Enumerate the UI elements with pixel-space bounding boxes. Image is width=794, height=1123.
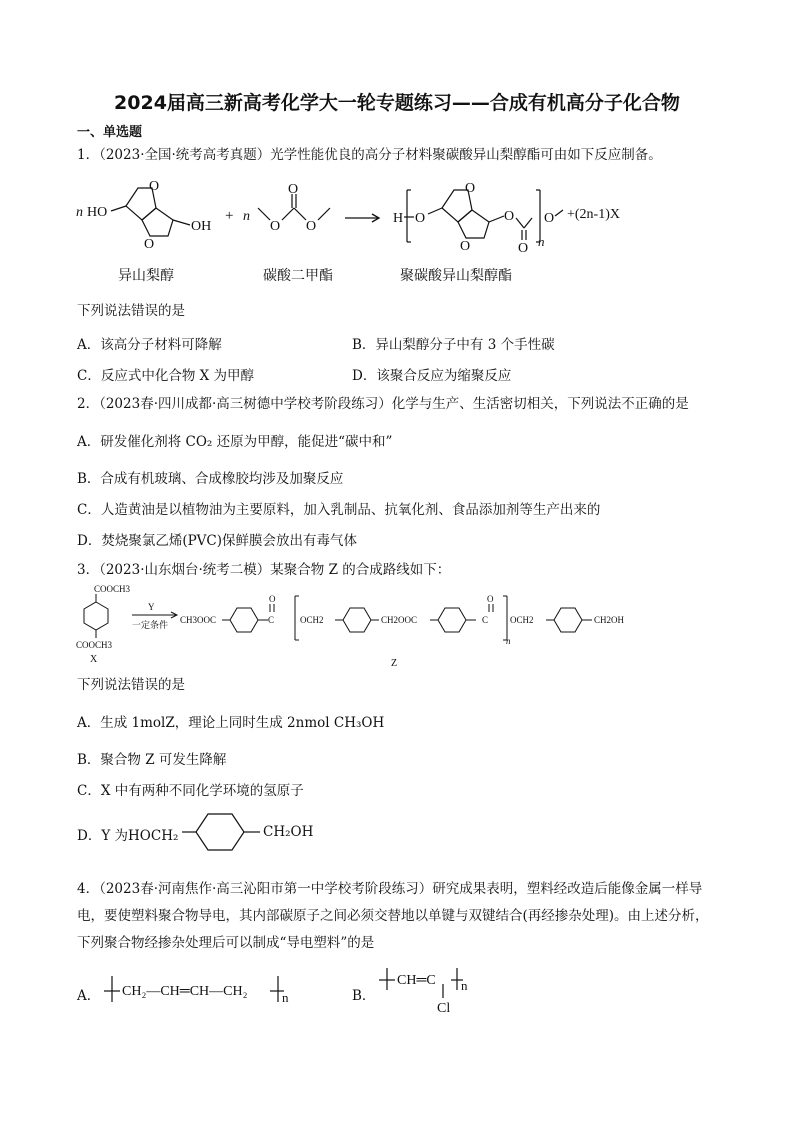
- q4-option-a-formula: [98, 972, 298, 1012]
- q3-option-c: C．X 中有两种不同化学环境的氢原子: [77, 783, 304, 799]
- q4-option-b-formula: [373, 966, 493, 1016]
- q1-stem: 1．（2023·全国·统考高考真题）光学性能优良的高分子材料聚碳酸异山梨醇酯可由如下反应制备。: [77, 147, 662, 163]
- z-och2-2: OCH2: [510, 615, 534, 625]
- q3-option-d: [77, 810, 337, 854]
- x-label: X: [90, 654, 98, 665]
- q2-stem: 2．（2023春·四川成都·高三树德中学校考阶段练习）化学与生产、生活密切相关，下列说法不正确的是: [77, 396, 689, 412]
- q4-option-b-label: B．: [352, 988, 376, 1004]
- svg-text:n: n: [461, 978, 468, 993]
- svg-text:O: O: [288, 182, 299, 197]
- z-end-group: CH2OH: [594, 615, 625, 625]
- svg-text:O: O: [487, 594, 494, 604]
- q4-stem-line2: 电，要使塑料聚合物导电，其内部碳原子之间必须交替地以单键与双键结合(再经掺杂处理)。由上述分析，: [77, 908, 709, 924]
- q1-question: 下列说法错误的是: [77, 303, 185, 319]
- q4-stem-line3: 下列聚合物经掺杂处理后可以制成“导电塑料”的是: [77, 935, 375, 951]
- q1-option-a: A．该高分子材料可降解: [77, 337, 222, 353]
- svg-text:O: O: [465, 181, 476, 196]
- section-heading: 一、单选题: [77, 125, 143, 140]
- q3-question: 下列说法错误的是: [77, 677, 185, 693]
- arrow-condition: 一定条件: [132, 620, 169, 630]
- isosorbide-structure: [111, 188, 190, 236]
- label-isosorbide: 异山梨醇: [118, 269, 174, 284]
- svg-text:O: O: [504, 209, 515, 224]
- reactant1-ho: HO: [87, 205, 108, 220]
- arrow-reagent: Y: [148, 602, 155, 612]
- q3-option-a: A．生成 1molZ，理论上同时生成 2nmol CH₃OH: [77, 715, 385, 731]
- q4-option-a-label: A．: [77, 988, 101, 1004]
- x-benzene: [84, 594, 108, 638]
- svg-text:O: O: [544, 211, 555, 226]
- svg-text:CH═C: CH═C: [397, 973, 436, 988]
- svg-text:C: C: [268, 615, 275, 625]
- reaction-arrow: [345, 214, 379, 222]
- x-bottom-group: COOCH3: [76, 640, 113, 650]
- q2-option-b: B．合成有机玻璃、合成橡胶均涉及加聚反应: [77, 471, 344, 487]
- byproduct-x: +(2n-1)X: [567, 207, 620, 222]
- reactant1-coefficient: n: [76, 205, 83, 220]
- label-polymer: 聚碳酸异山梨醇酯: [400, 269, 512, 284]
- svg-text:O: O: [415, 211, 426, 226]
- svg-text:CH₂—CH═CH—CH₂: CH₂—CH═CH—CH₂: [122, 984, 248, 999]
- page-title: 2024届高三新高考化学大一轮专题练习——合成有机高分子化合物: [114, 92, 680, 114]
- z-n: n: [506, 636, 511, 646]
- ring-o-bottom: O: [144, 237, 155, 252]
- q1-option-b: B．异山梨醇分子中有 3 个手性碳: [352, 337, 555, 353]
- q3-option-d-prefix: D．Y 为HOCH₂: [77, 828, 179, 844]
- svg-text:O: O: [518, 241, 529, 256]
- z-start-group: CH3OOC: [180, 615, 217, 625]
- svg-text:C: C: [482, 615, 489, 625]
- z-label: Z: [391, 658, 398, 669]
- x-top-group: COOCH3: [94, 584, 131, 594]
- q2-option-d: D．焚烧聚氯乙烯(PVC)保鲜膜会放出有毒气体: [77, 533, 358, 549]
- product-h: H: [393, 211, 404, 226]
- q3-arrow: [132, 612, 177, 618]
- z-och2-1: OCH2: [300, 615, 324, 625]
- q1-option-c: C．反应式中化合物 X 为甲醇: [77, 368, 255, 384]
- q3-option-b: B．聚合物 Z 可发生降解: [77, 752, 227, 768]
- q3-stem: 3．（2023·山东烟台·统考二模）某聚合物 Z 的合成路线如下：: [77, 562, 451, 578]
- plus-sign-1: +: [225, 208, 234, 224]
- q2-option-c: C．人造黄油是以植物油为主要原料，加入乳制品、抗氧化剂、食品添加剂等生产出来的: [77, 502, 601, 518]
- q3-synthesis-scheme: [0, 582, 794, 672]
- svg-text:O: O: [460, 239, 471, 254]
- svg-text:O: O: [306, 219, 317, 234]
- svg-text:O: O: [269, 594, 276, 604]
- z-mid-group: CH2OOC: [381, 615, 418, 625]
- q3-option-d-suffix: CH₂OH: [263, 824, 314, 840]
- dimethyl-carbonate-structure: [258, 194, 330, 220]
- q1-reaction-scheme: [0, 170, 794, 290]
- svg-text:Cl: Cl: [437, 1001, 451, 1016]
- label-dimethyl-carbonate: 碳酸二甲酯: [263, 269, 333, 284]
- product-n: n: [538, 234, 545, 249]
- reactant2-coefficient: n: [243, 209, 250, 224]
- q2-option-a: A．研发催化剂将 CO₂ 还原为甲醇，能促进“碳中和”: [77, 434, 393, 450]
- q4-stem-line1: 4．（2023春·河南焦作·高三沁阳市第一中学校考阶段练习）研究成果表明，塑料经改造后能像金属一样导: [77, 881, 703, 897]
- ring-o-top: O: [149, 179, 160, 194]
- q1-option-d: D．该聚合反应为缩聚反应: [352, 368, 512, 384]
- reactant1-oh: OH: [191, 219, 212, 234]
- svg-text:O: O: [270, 219, 281, 234]
- svg-text:n: n: [282, 990, 289, 1005]
